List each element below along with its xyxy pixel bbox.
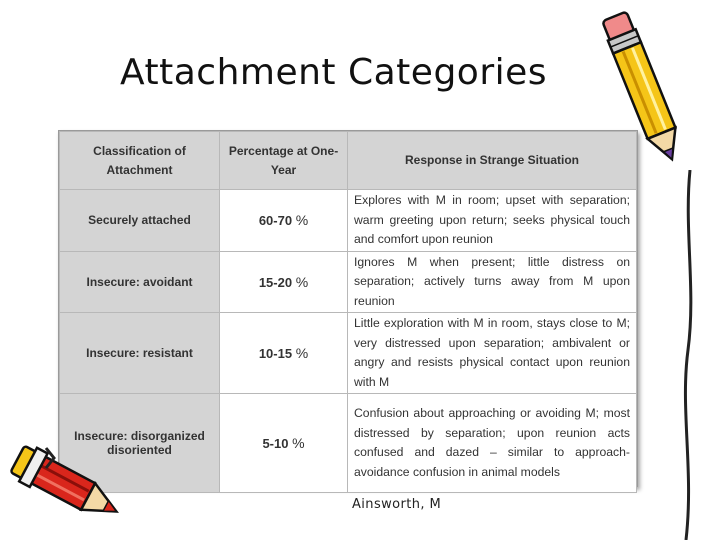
pencil-icon-top-right (600, 2, 690, 172)
classification-cell: Securely attached (60, 190, 220, 252)
response-cell: Little exploration with M in room, stays close to M; very distressed upon separation; ambivalent or angry and resists physical contact upon reunion with M (348, 313, 637, 394)
table-row (60, 251, 637, 313)
response-cell: Ignores M when present; little distress on separation; actively turns away from M upon reunion (348, 251, 637, 313)
table-row (60, 394, 637, 493)
percentage-cell: 60-70 % (220, 190, 348, 252)
percentage-cell: 10-15 % (220, 313, 348, 394)
classification-cell: Insecure: resistant (60, 313, 220, 394)
response-cell: Confusion about approaching or avoiding M; most distressed by separation; upon reunion acts confused and dazed – similar to approach-avoidance confusion in animal models (348, 394, 637, 493)
classification-cell: Insecure: avoidant (60, 251, 220, 313)
percentage-cell: 5-10 % (220, 394, 348, 493)
scribble-line-icon-right (676, 170, 706, 540)
table-header-row (60, 132, 637, 190)
classification-cell: Insecure: disorganized disoriented (60, 394, 220, 493)
response-cell: Explores with M in room; upset with separation; warm greeting upon return; seeks physical touch and comfort upon reunion (348, 190, 637, 252)
header-classification: Classification of Attachment (60, 132, 220, 190)
header-percentage: Percentage at One-Year (220, 132, 348, 190)
table-row (60, 313, 637, 394)
slide-title: Attachment Categories (120, 52, 548, 93)
footer-citation: Ainsworth, M (352, 497, 442, 512)
table-row (60, 190, 637, 252)
pencil-icon-bottom-left (0, 438, 140, 538)
scribble-line-icon-left (40, 440, 60, 480)
attachment-table (58, 130, 638, 487)
percentage-cell: 15-20 % (220, 251, 348, 313)
header-response: Response in Strange Situation (348, 132, 637, 190)
